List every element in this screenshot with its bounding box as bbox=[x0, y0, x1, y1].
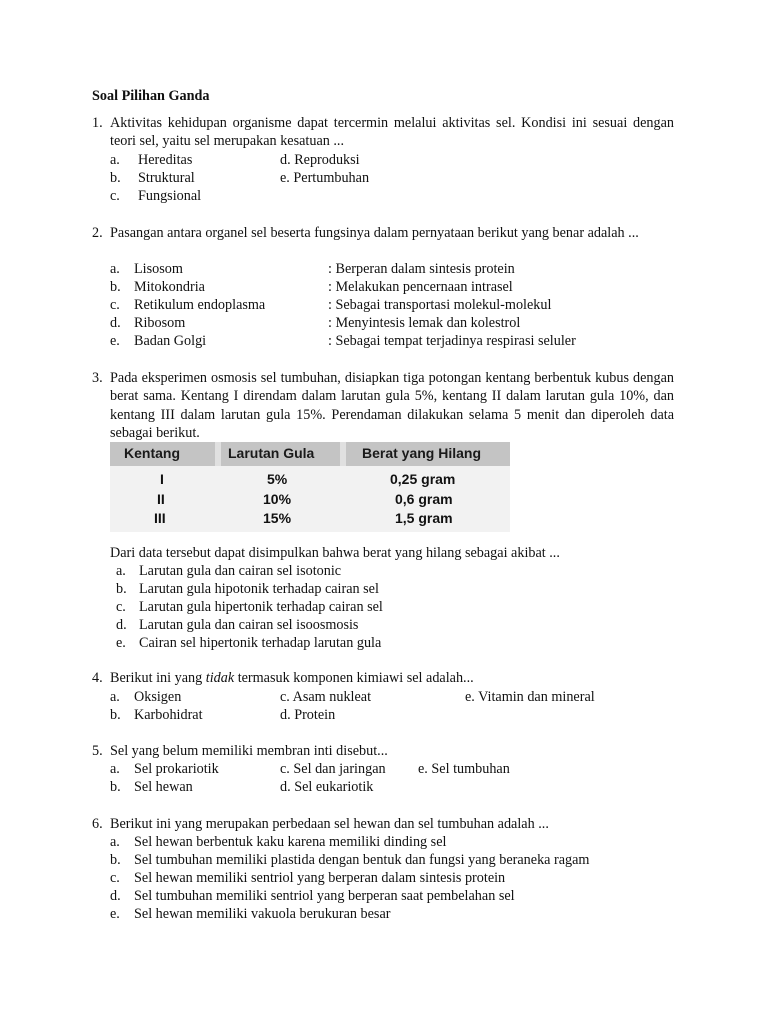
table-cell: III bbox=[154, 510, 166, 526]
table-cell: 0,25 gram bbox=[390, 471, 456, 487]
option-c[interactable]: c. Asam nukleat bbox=[280, 689, 372, 705]
option-e[interactable]: e. Sel tumbuhan bbox=[418, 761, 510, 777]
question-2 bbox=[92, 224, 674, 242]
question-6 bbox=[92, 815, 549, 833]
table-cell: 1,5 gram bbox=[395, 510, 453, 526]
question-text: Aktivitas kehidupan organisme dapat tercermin melalui aktivitas sel. Kondisi ini sesuai dengan teori sel, yaitu sel merupakan kesatuan ... bbox=[110, 115, 674, 150]
option-c[interactable]: c. Sel dan jaringan bbox=[280, 761, 386, 777]
page-title: Soal Pilihan Ganda bbox=[92, 88, 210, 104]
question-text: Pada eksperimen osmosis sel tumbuhan, disiapkan tiga potongan kentang berbentuk kubus dengan berat sama. Kentang I direndam dalam larutan gula 5%, kentang II dalam larutan gula 10%, dan kentang III dalam larutan gula 15%. Perendaman dilakukan selama 5 menit dan diperoleh data sebagai berikut. bbox=[110, 370, 674, 441]
question-followup: Dari data tersebut dapat disimpulkan bahwa berat yang hilang sebagai akibat ... bbox=[110, 545, 560, 561]
question-number: 4. bbox=[92, 670, 103, 686]
question-number: 6. bbox=[92, 816, 103, 832]
question-text: Pasangan antara organel sel beserta fungsinya dalam pernyataan berikut yang benar adalah ... bbox=[110, 225, 639, 241]
question-text: Berikut ini yang tidak termasuk komponen kimiawi sel adalah... bbox=[110, 670, 474, 686]
option-d[interactable]: d. Sel eukariotik bbox=[280, 779, 374, 795]
table-cell: 0,6 gram bbox=[395, 491, 453, 507]
table-header-cell: Kentang bbox=[124, 445, 180, 461]
table-cell: 5% bbox=[267, 471, 288, 487]
question-4 bbox=[92, 669, 474, 687]
question-number: 2. bbox=[92, 225, 103, 241]
option-d[interactable]: d. Reproduksi bbox=[280, 152, 360, 168]
data-table bbox=[110, 442, 510, 532]
question-text: Berikut ini yang merupakan perbedaan sel hewan dan sel tumbuhan adalah ... bbox=[110, 816, 549, 832]
table-cell: 15% bbox=[263, 510, 292, 526]
question-1 bbox=[92, 114, 674, 151]
question-text: Sel yang belum memiliki membran inti disebut... bbox=[110, 743, 388, 759]
header-separator bbox=[215, 442, 221, 466]
question-number: 3. bbox=[92, 370, 103, 386]
header-separator bbox=[340, 442, 346, 466]
question-number: 5. bbox=[92, 743, 103, 759]
option-e[interactable]: e. Pertumbuhan bbox=[280, 170, 370, 186]
table-header-cell: Larutan Gula bbox=[228, 445, 315, 461]
option-d[interactable]: d. Protein bbox=[280, 707, 336, 723]
question-5 bbox=[92, 742, 388, 760]
table-cell: I bbox=[160, 471, 164, 487]
table-header-cell: Berat yang Hilang bbox=[362, 445, 482, 461]
question-3 bbox=[92, 369, 674, 442]
table-cell: II bbox=[157, 491, 165, 507]
option-e[interactable]: e. Vitamin dan mineral bbox=[465, 689, 595, 705]
document-page: Soal Pilihan Ganda 1. Aktivitas kehidupan organisme dapat tercermin melalui aktivitas sel. Kondisi ini sesuai dengan teori sel, yaitu sel merupakan kesatuan ... a. Hereditas b. Struktural c. Fungsional d. Reproduksi e. Pertumbuhan 2. Pasangan antara organel sel beserta fungsinya dalam pernyataan berikut yang benar adalah ... a. Lisosom : Berperan dalam sintesis protein b. Mitokondria : Melakukan pencernaan intrasel c. Retikulum endoplasma : Sebagai transportasi molekul-molekul d. Ribosom : Menyintesis lemak dan kolestrol e. Badan Golgi : Sebagai tempat terjadinya respirasi seluler 3. Pada eksperimen osmosis sel tumbuhan, disiapkan tiga potongan kentang berbentuk kubus dengan berat sama. Kentang I direndam dalam larutan gula 5%, kentang II dalam larutan gula 10%, dan kentang III dalam larutan gula 15%. Perendaman dilakukan selama 5 menit dan diperoleh data sebagai berikut. Kentang Larutan Gula Berat yang Hilang I 5% 0,25 gram II 10% 0,6 gram III 15% 1,5 gram Dari data tersebut dapat disimpulkan bahwa berat yang hilang sebagai akibat ... a. Larutan gula dan cairan sel isotonic b. Larutan gula hipotonik terhadap cairan sel c. Larutan gula hipertonik terhadap cairan sel d. Larutan gula dan cairan sel isoosmosis e. Cairan sel hipertonik terhadap larutan gula 4. Berikut ini yang tidak termasuk komponen kimiawi sel adalah... a. Oksigen b. Karbohidrat c. Asam nukleat d. Protein e. Vitamin dan mineral 5. Sel yang belum memiliki membran inti disebut... a. Sel prokariotik b. Sel hewan c. Sel dan jaringan d. Sel eukariotik e. Sel tumbuhan 6. Berikut ini yang merupakan perbedaan sel hewan dan sel tumbuhan adalah ... a. Sel hewan berbentuk kaku karena memiliki dinding sel b. Sel tumbuhan memiliki plastida dengan bentuk dan fungsi yang beraneka ragam c. Sel hewan memiliki sentriol yang berperan dalam sintesis protein d. Sel tumbuhan memiliki sentriol yang berperan saat pembelahan sel e. Sel hewan memiliki vakuola berukuran besar bbox=[92, 88, 674, 922]
table-cell: 10% bbox=[263, 491, 292, 507]
question-number: 1. bbox=[92, 115, 103, 131]
